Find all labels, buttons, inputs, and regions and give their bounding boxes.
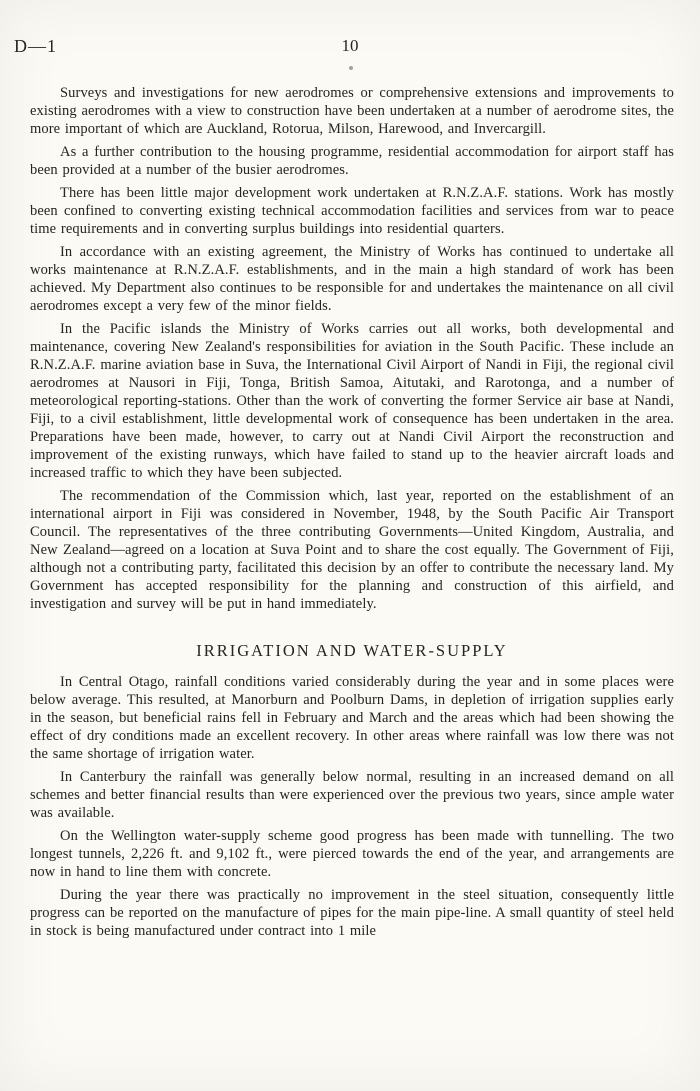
paragraph: In the Pacific islands the Ministry of Works carries out all works, both developmental and maintenance, covering New Zealand's responsibilities for aviation in the South Pacific. These include an R.N.Z.A.F. marine aviation base in Suva, the International Civil Airport of Nandi in Fiji, the regional civil aerodromes at Nausori in Fiji, Tonga, British Samoa, Aitutaki, and Rarotonga, and a number of meteorological reporting-stations. Other than the work of converting the former Service air base at Nandi, Fiji, to a civil establishment, little developmental work of consequence has been undertaken in the area. Preparations have been made, however, to carry out at Nandi Civil Airport the reconstruction and improvement of the existing runways, which have failed to stand up to the heavier aircraft loads and increased traffic to which they have been subjected. <box>30 321 674 481</box>
section-heading: IRRIGATION AND WATER-SUPPLY <box>196 641 508 660</box>
paragraph: The recommendation of the Commission which, last year, reported on the establishment of an international airport in Fiji was considered in November, 1948, by the South Pacific Air Transport Council. The representatives of the three contributing Governments—United Kingdom, Australia, and New Zealand—agreed on a location at Suva Point and to share the cost equally. The Government of Fiji, although not a contributing party, facilitated this decision by an offer to contribute the necessary land. My Government has accepted responsibility for the planning and construction of this airfield, and investigation and survey will be put in hand immediately. <box>30 488 674 612</box>
paragraph: During the year there was practically no improvement in the steel situation, consequently little progress can be reported on the manufacture of pipes for the main pipe-line. A small quantity of steel held in stock is being manufactured under contract into 1 mile <box>30 887 674 939</box>
paragraph: As a further contribution to the housing programme, residential accommodation for airport staff has been provided at a number of the busier aerodromes. <box>30 144 674 178</box>
report-code: D—1 <box>14 36 57 56</box>
paragraph: There has been little major development work undertaken at R.N.Z.A.F. stations. Work has mostly been confined to converting existing technical accommodation facilities and services from war to peace time requirements and in converting surplus buildings into residential quarters. <box>30 185 674 237</box>
page-number: 10 <box>341 36 359 55</box>
ink-speck <box>349 66 353 70</box>
paragraph: In Canterbury the rainfall was generally below normal, resulting in an increased demand on all schemes and better financial results than were experienced over the previous two years, since ample water was available. <box>30 769 674 821</box>
paragraph: In Central Otago, rainfall conditions varied considerably during the year and in some places were below average. This resulted, at Manorburn and Poolburn Dams, in depletion of irrigation supplies early in the season, but beneficial rains fell in February and March and the areas which had been showing the effect of dry conditions made an excellent recovery. In other areas where rainfall was low there was not the same shortage of irrigation water. <box>30 674 674 762</box>
paragraph: Surveys and investigations for new aerodromes or comprehensive extensions and improvements to existing aerodromes with a view to construction have been undertaken at a number of aerodrome sites, the more important of which are Auckland, Rotorua, Milson, Harewood, and Invercargill. <box>30 85 674 137</box>
document-body <box>30 84 674 945</box>
paragraph: In accordance with an existing agreement, the Ministry of Works has continued to undertake all works maintenance at R.N.Z.A.F. establishments, and in the main a high standard of work has been achieved. My Department also continues to be responsible for and undertakes the maintenance on all civil aerodromes except a very few of the minor fields. <box>30 244 674 314</box>
paragraph: On the Wellington water-supply scheme good progress has been made with tunnelling. The two longest tunnels, 2,226 ft. and 9,102 ft., were pierced towards the end of the year, and arrangements are now in hand to line them with concrete. <box>30 828 674 880</box>
